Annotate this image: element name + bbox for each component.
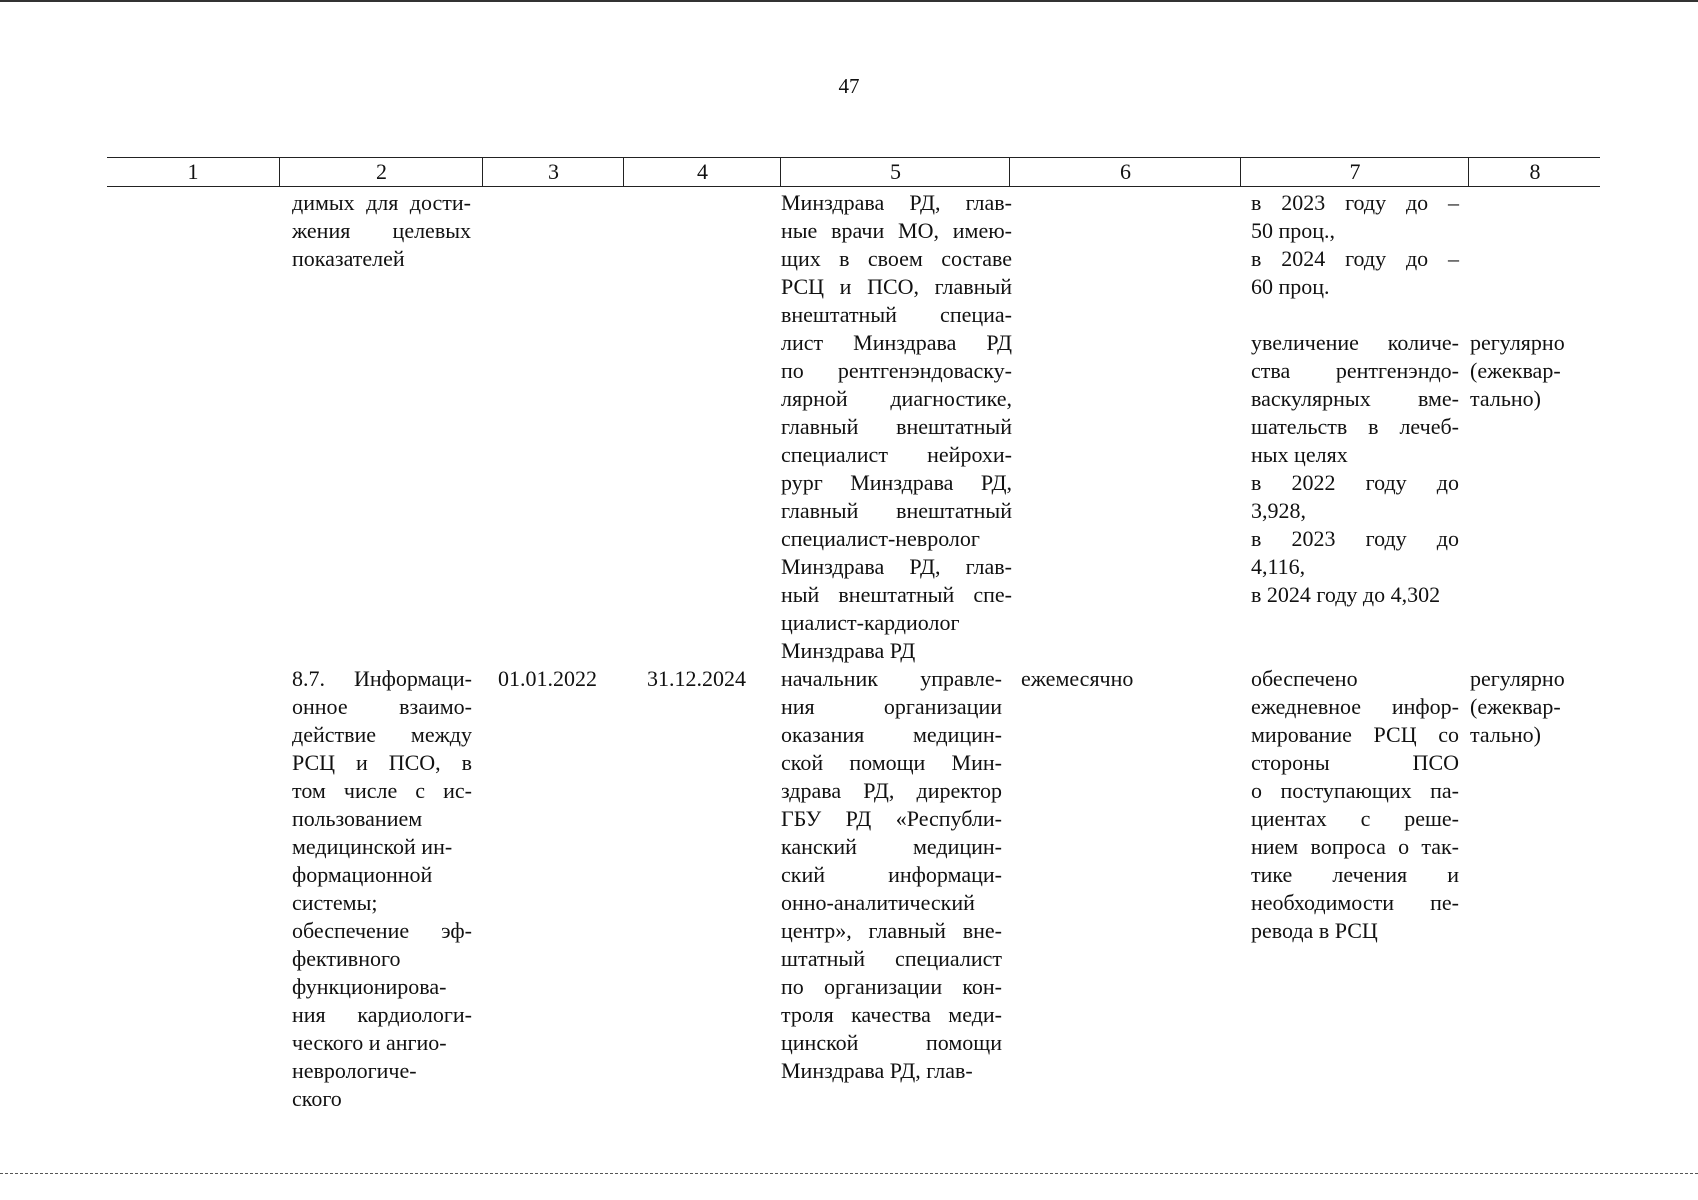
header-col-1: 1 — [187, 159, 199, 184]
row-b-end-date: 31.12.2024 — [647, 666, 746, 691]
header-col-7: 7 — [1240, 158, 1469, 186]
header-col-6: 6 — [1009, 158, 1241, 186]
scan-top-edge — [0, 0, 1698, 2]
header-col-2: 2 — [279, 158, 483, 186]
row-b-col7-text: обеспечено ежедневное инфор- мирование РСЦ со стороны ПСО о поступающих па- циентах с реше- нием вопроса о так- тике лечения и необходимости пе- ревода в РСЦ — [1251, 666, 1459, 943]
row-b-col2-text: 8.7. Информаци- онное взаимо- действие между РСЦ и ПСО, в том числе с ис- пользованием медицинской ин- формационной системы; обеспечение эф- фективного функционирова- ния кардиологи- ческого и ангио- неврологиче- ского — [292, 666, 472, 1111]
header-col-3: 3 — [482, 158, 624, 186]
row-a-col2-text: димых для дости- жения целевых показателей — [292, 190, 471, 271]
page-number: 47 — [838, 74, 860, 98]
row-a-col7-increase-text: увеличение количе- ства рентгенэндо- васкулярных вме- шательств в лечеб- ных целях в 2022 году до 3,928, в 2023 году до 4,116, в 2024 году до 4,302 — [1251, 330, 1459, 607]
header-col-5: 5 — [780, 158, 1010, 186]
row-a-col7-text: в 2023 году до – 50 проц., в 2024 году до – 60 проц. — [1251, 190, 1459, 299]
row-a-col8-text: регулярно (ежеквар- тально) — [1470, 330, 1565, 411]
row-b-col8-text: регулярно (ежеквар- тально) — [1470, 666, 1565, 747]
scan-bottom-edge — [0, 1173, 1698, 1174]
table-header-row — [107, 157, 1600, 187]
header-col-4: 4 — [623, 158, 781, 186]
row-b-col5-text: начальник управле- ния организации оказания медицин- ской помощи Мин- здрава РД, директор ГБУ РД «Республи- канский медицин- ский информаци- онно-аналитический центр», главный вне- штатный специалист по организации кон- троля качества меди- цинской помощи Минздрава РД, глав- — [781, 666, 1002, 1083]
row-a-col5-text: Минздрава РД, глав- ные врачи МО, имею- щих в своем составе РСЦ и ПСО, главный внештатный специа- лист Минздрава РД по рентгенэндоваску- лярной диагностике, главный внештатный специалист нейрохи- рург Минздрава РД, главный внештатный специалист-невролог Минздрава РД, глав- ный внештатный спе- циалист-кардиолог Минздрава РД — [781, 190, 1012, 663]
row-b-start-date: 01.01.2022 — [498, 666, 597, 691]
header-col-8: 8 — [1468, 158, 1601, 186]
row-b-frequency: ежемесячно — [1021, 666, 1134, 691]
